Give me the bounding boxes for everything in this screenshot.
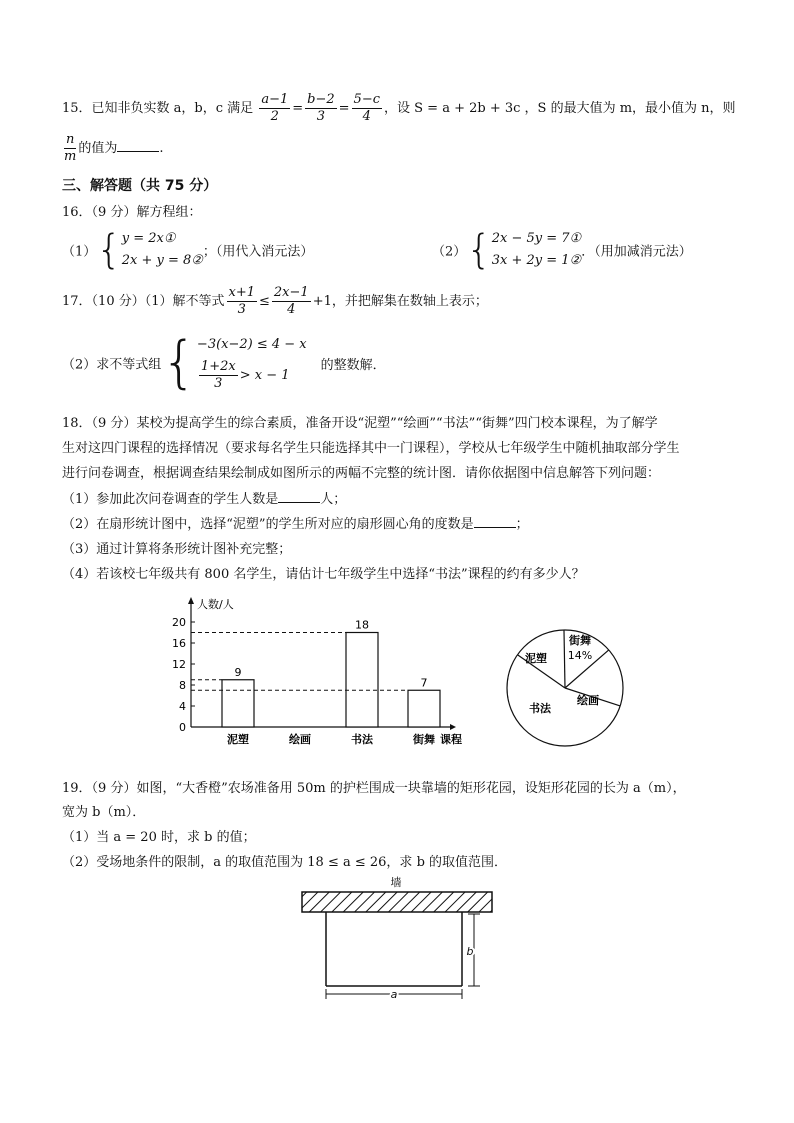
- pie-slice-percent: 14%: [567, 649, 593, 662]
- q18-sub1: （1）参加此次问卷调查的学生人数是 人；: [62, 492, 347, 507]
- bar: [408, 690, 440, 727]
- section-heading: 三、解答题（共 75 分）: [62, 178, 218, 194]
- x-tick-label: 书法: [351, 733, 373, 746]
- q15-answer-blank: [117, 139, 159, 152]
- q16-eq2b: 3x + 2y = 1②: [491, 253, 582, 268]
- q17-line2: （2）求不等式组{ −3(x−2) ≤ 4 − x $\frac{1+2x}{3}$ > x − 1 的整数解．: [62, 330, 386, 395]
- x-tick-label: 泥塑: [227, 733, 249, 746]
- wall: [302, 892, 492, 912]
- q17-ineq1: −3(x−2) ≤ 4 − x: [196, 336, 307, 352]
- bar: [222, 680, 254, 727]
- y-tick-label: 16: [172, 637, 186, 650]
- q15-text-a: 15．已知非负实数 a，b，c 满足: [62, 101, 254, 116]
- q16-eq1b: 2x + y = 8②: [121, 253, 203, 268]
- q16-brace2: {: [466, 227, 492, 273]
- q17-ineq2: > x − 1: [239, 367, 290, 383]
- q17-frac-b: $\frac{2x-1}{4}$: [273, 285, 309, 317]
- wall-label: 墙: [390, 876, 402, 889]
- x-tick-label: 街舞: [413, 733, 435, 746]
- q16-eq2a: 2x − 5y = 7①: [491, 231, 582, 246]
- q15-text-b: ，设 S = a + 2b + 3c ，S 的最大值为 m，最小值为 n，则: [384, 101, 736, 116]
- q18-sub2: （2）在扇形统计图中，选择“泥塑”的学生所对应的扇形圆心角的度数是 ；: [62, 517, 529, 532]
- q16-part1: （1）{ y = 2x① 2x + y = 8② ；（用代入消元法）: [62, 227, 314, 273]
- y-tick-label: 0: [179, 721, 186, 734]
- q19-line2: 宽为 b（m）．: [62, 805, 146, 820]
- bar-value-label: 18: [355, 618, 369, 632]
- bar: [346, 633, 378, 728]
- q17-brace: {: [161, 330, 197, 395]
- q15-line1: 15．已知非负实数 a，b，c 满足 $\frac{a-1}{2}$ = $\frac{b-2}{3}$ = $\frac{5-c}{4}$ ，设 S = a + 2b + 3c ，S 的最大值为 m，最小值为 n，则: [62, 92, 736, 124]
- q18-line3: 进行问卷调查，根据调查结果绘制成如图所示的两幅不完整的统计图．请你依据图中信息解答下列问题：: [62, 466, 661, 481]
- x-axis-arrow: [450, 724, 456, 730]
- dim-a-label: a: [390, 988, 398, 1001]
- q19-sub1: （1）当 a = 20 时，求 b 的值；: [62, 830, 256, 845]
- pie-slice-label: 泥塑: [525, 652, 547, 665]
- y-tick-label: 8: [179, 679, 186, 692]
- q18-sub3: （3）通过计算将条形统计图补充完整；: [62, 542, 292, 557]
- q16-brace1: {: [96, 227, 122, 273]
- q18-blank1: [278, 490, 320, 503]
- pie-slice-label: 绘画: [577, 694, 599, 707]
- q15-frac-n-m: $\frac{n}{m}$: [64, 132, 77, 164]
- x-tick-label: 绘画: [289, 733, 311, 746]
- y-tick-label: 4: [179, 700, 186, 713]
- y-tick-label: 20: [172, 616, 186, 629]
- pie-slice-label: 书法: [529, 702, 551, 715]
- q18-sub4: （4）若该校七年级共有 800 名学生，请估计七年级学生中选择“书法”课程的约有多少人？: [62, 567, 585, 582]
- q19-sub2: （2）受场地条件的限制，a 的取值范围为 18 ≤ a ≤ 26，求 b 的取值范围．: [62, 855, 508, 870]
- pie-chart: [500, 600, 635, 750]
- dim-b-label: b: [466, 945, 474, 958]
- bar-value-label: 9: [234, 665, 242, 679]
- bar-value-label: 7: [420, 676, 428, 690]
- bar-chart: [168, 592, 478, 752]
- q16-heading: 16．（9 分）解方程组：: [62, 205, 202, 220]
- q18-line2: 生对这四门课程的选择情况（要求每名学生只能选择其中一门课程），学校从七年级学生中随机抽取部分学生: [62, 441, 680, 456]
- q16-part2: （2）{ 2x − 5y = 7① 3x + 2y = 1② ．（用加减消元法）: [432, 227, 692, 273]
- y-tick-label: 12: [172, 658, 186, 671]
- q17-frac-a: $\frac{x+1}{3}$: [228, 285, 255, 317]
- q15-frac3: $\frac{5-c}{4}$: [353, 92, 380, 124]
- y-axis-label: 人数/人: [197, 598, 234, 611]
- pie-slice-label: 街舞: [569, 634, 591, 647]
- q18-line1: 18．（9 分）某校为提高学生的综合素质，准备开设“泥塑”“绘画”“书法”“街舞”四门校本课程，为了解学: [62, 416, 658, 431]
- q19-line1: 19．（9 分）如图，“大香橙”农场准备用 50m 的护栏围成一块靠墙的矩形花园，设矩形花园的长为 a（m），: [62, 781, 686, 796]
- garden-figure: [292, 872, 502, 1002]
- q17-line1: 17．（10 分）（1）解不等式 $\frac{x+1}{3}$ ≤ $\frac{2x-1}{4}$ +1，并把解集在数轴上表示；: [62, 285, 488, 317]
- q15-frac1: $\frac{a-1}{2}$: [261, 92, 289, 124]
- q15-frac2: $\frac{b-2}{3}$: [307, 92, 335, 124]
- q18-blank2: [474, 515, 516, 528]
- q16-eq1a: y = 2x①: [121, 231, 176, 246]
- x-axis-label: 课程: [440, 733, 462, 746]
- y-axis-arrow: [188, 597, 194, 604]
- q15-line2: $\frac{n}{m}$ 的值为 .: [64, 132, 164, 164]
- q17-frac-c: $\frac{1+2x}{3}$: [200, 358, 236, 391]
